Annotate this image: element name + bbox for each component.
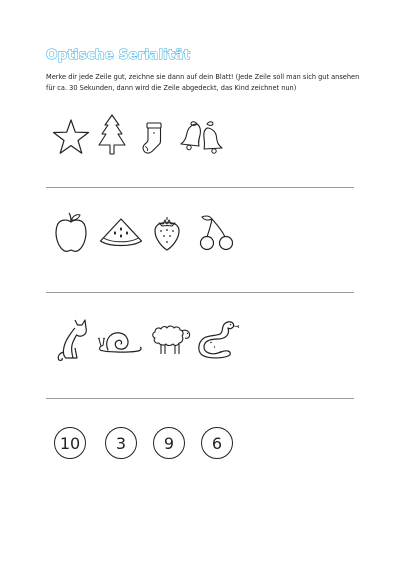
- snake-icon: [196, 318, 242, 360]
- apple-icon: [53, 212, 89, 254]
- number-circle: 9: [153, 427, 185, 459]
- bells-icon: [179, 120, 225, 156]
- watermelon-slice-icon: [99, 217, 143, 247]
- number-circle: 6: [201, 427, 233, 459]
- row-divider: [46, 398, 354, 399]
- strawberry-icon: [153, 216, 181, 252]
- number-circle: 10: [54, 427, 86, 459]
- instructions-text: Merke dir jede Zeile gut, zeichne sie dann auf dein Blatt! (Jede Zeile soll man sich gut ansehen für ca. 30 Sekunden, dann wird die Zeile abgedeckt, das Kind zeichnet nun): [46, 73, 360, 92]
- stocking-icon: [141, 122, 167, 156]
- page-title: Optische Serialität: [46, 47, 191, 63]
- star-icon: [52, 119, 90, 155]
- cat-icon: [53, 318, 89, 362]
- sheep-icon: [147, 322, 191, 356]
- snail-icon: [98, 326, 144, 356]
- number-circle: 3: [105, 427, 137, 459]
- christmas-tree-icon: [97, 114, 127, 156]
- cherries-icon: [196, 215, 238, 251]
- row-divider: [46, 292, 354, 293]
- row-divider: [46, 187, 354, 188]
